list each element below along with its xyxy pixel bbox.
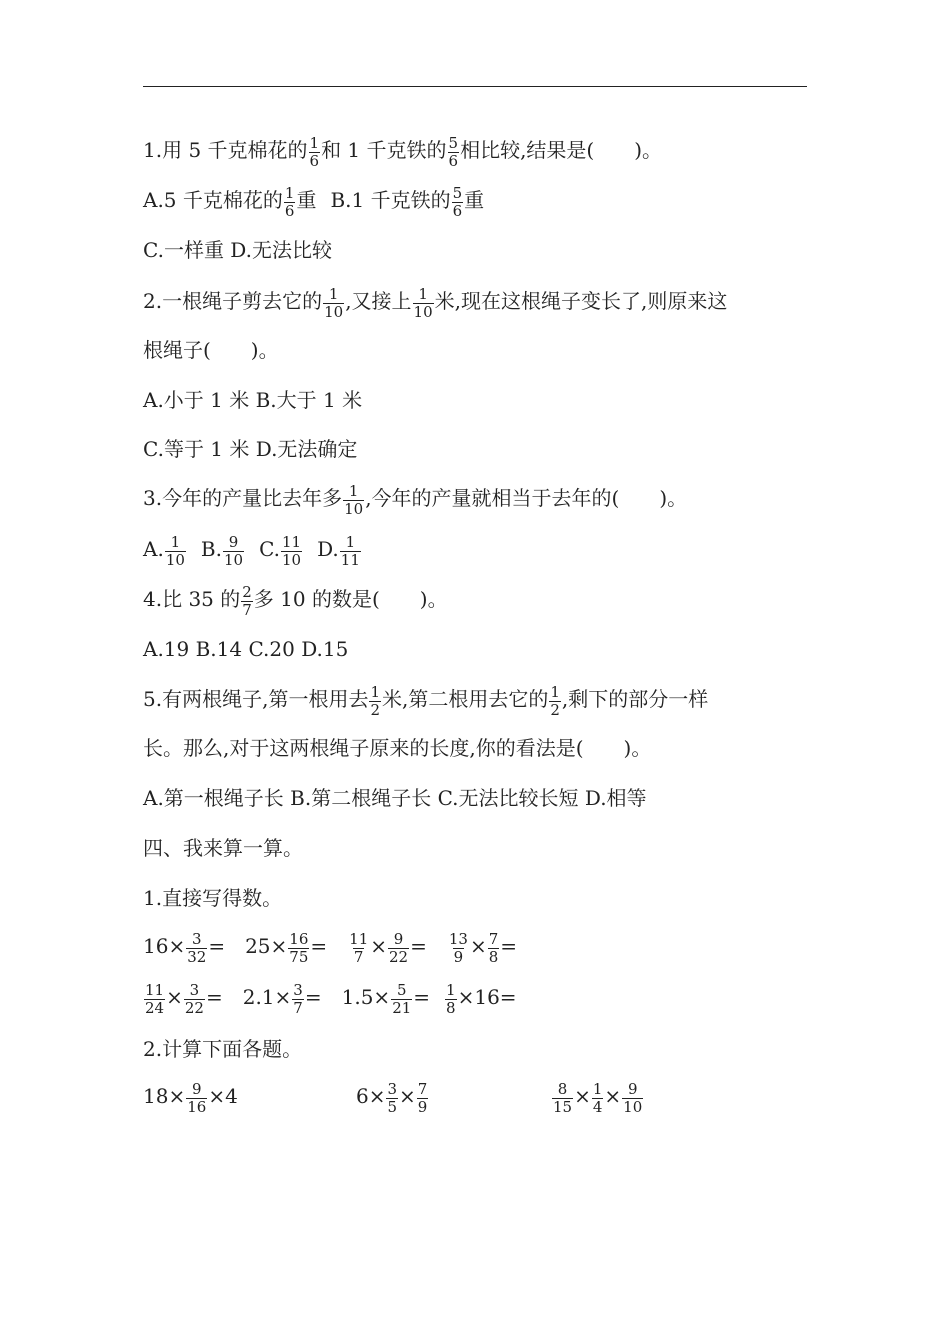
fraction xyxy=(369,684,381,719)
fraction-numerator: 5 xyxy=(448,134,459,152)
fraction xyxy=(340,534,361,569)
text-segment: × xyxy=(469,934,487,958)
fraction-denominator: 8 xyxy=(446,999,456,1017)
fraction-denominator: 10 xyxy=(165,551,185,569)
q3-options xyxy=(143,533,362,568)
subsection-title: 2.计算下面各题。 xyxy=(143,1037,303,1061)
fraction xyxy=(309,135,321,170)
fraction-numerator: 1 xyxy=(345,533,356,551)
fraction-numerator: 3 xyxy=(191,930,202,948)
fraction xyxy=(413,286,434,321)
fraction xyxy=(343,483,364,518)
fraction xyxy=(417,1081,429,1116)
text-segment: 重 xyxy=(296,188,317,212)
fraction-numerator: 3 xyxy=(293,981,303,999)
calc2-item-3 xyxy=(551,1080,644,1115)
fraction-denominator: 22 xyxy=(184,999,204,1017)
fraction-numerator: 1 xyxy=(328,285,339,303)
fraction-numerator: 7 xyxy=(488,930,499,948)
q2-options-cd: C.等于 1 米 D.无法确定 xyxy=(143,437,358,461)
fraction-numerator: 1 xyxy=(370,683,380,701)
text-segment: D. xyxy=(317,537,339,561)
calc-row-1 xyxy=(143,930,517,965)
fraction xyxy=(622,1081,643,1116)
calc2-item-1 xyxy=(143,1080,238,1115)
fraction-numerator: 11 xyxy=(349,930,369,948)
fraction-numerator: 1 xyxy=(309,134,320,152)
fraction-denominator: 10 xyxy=(324,303,344,321)
fraction xyxy=(452,185,464,220)
fraction-denominator: 9 xyxy=(417,1098,428,1116)
text-segment: = xyxy=(310,934,328,958)
text-segment: = xyxy=(205,985,223,1009)
fraction-numerator: 13 xyxy=(448,930,468,948)
text-segment: 2.1× xyxy=(242,985,292,1009)
calc-row-2 xyxy=(143,981,517,1016)
text-segment: 1.用 5 千克棉花的 xyxy=(143,138,308,162)
fraction-denominator: 4 xyxy=(592,1098,603,1116)
fraction xyxy=(391,982,412,1017)
text-segment: 3.今年的产量比去年多 xyxy=(143,486,343,510)
fraction-denominator: 16 xyxy=(187,1098,207,1116)
fraction-denominator: 10 xyxy=(282,551,302,569)
fraction-denominator: 75 xyxy=(289,948,309,966)
fraction-denominator: 10 xyxy=(623,1098,643,1116)
text-segment: 6× xyxy=(356,1084,386,1108)
fraction xyxy=(388,931,409,966)
text-segment: = xyxy=(410,934,427,958)
text-segment: 1.5× xyxy=(341,985,391,1009)
fraction-denominator: 21 xyxy=(392,999,412,1017)
text-segment: 16× xyxy=(143,934,186,958)
fraction-denominator: 2 xyxy=(550,701,560,719)
fraction-numerator: 3 xyxy=(387,1080,398,1098)
text-segment: = xyxy=(500,934,518,958)
text-segment: 5.有两根绳子,第一根用去 xyxy=(143,687,369,711)
fraction xyxy=(448,931,469,966)
fraction xyxy=(488,931,500,966)
fraction-denominator: 8 xyxy=(488,948,499,966)
fraction xyxy=(186,1081,207,1116)
q1-options-ab xyxy=(143,184,484,219)
fraction-denominator: 6 xyxy=(309,152,320,170)
fraction xyxy=(448,135,460,170)
fraction-denominator: 15 xyxy=(553,1098,573,1116)
fraction-numerator: 5 xyxy=(452,184,463,202)
text-segment: B. xyxy=(200,537,222,561)
fraction xyxy=(184,982,205,1017)
text-segment: 米,现在这根绳子变长了,则原来这 xyxy=(434,289,728,313)
text-segment: × xyxy=(166,985,183,1009)
text-segment: = xyxy=(208,934,226,958)
fraction-numerator: 1 xyxy=(550,683,560,701)
text-segment: × xyxy=(399,1084,416,1108)
fraction-numerator: 1 xyxy=(446,981,456,999)
fraction xyxy=(292,982,304,1017)
section-title: 四、我来算一算。 xyxy=(143,836,303,860)
text-segment: 相比较,结果是( )。 xyxy=(460,138,663,162)
fraction xyxy=(186,931,207,966)
fraction-denominator: 7 xyxy=(242,601,252,619)
fraction-numerator: 1 xyxy=(592,1080,603,1098)
header-rule xyxy=(143,86,807,87)
text-segment: × xyxy=(370,934,388,958)
text-segment: A.5 千克棉花的 xyxy=(143,188,283,212)
fraction xyxy=(552,1081,573,1116)
fraction-denominator: 24 xyxy=(145,999,165,1017)
fraction xyxy=(348,931,369,966)
calc2-item-2 xyxy=(356,1080,429,1115)
fraction xyxy=(223,534,244,569)
fraction xyxy=(284,185,296,220)
text-segment: A. xyxy=(143,537,164,561)
fraction-numerator: 2 xyxy=(242,583,252,601)
fraction xyxy=(165,534,186,569)
fraction-denominator: 10 xyxy=(344,500,364,518)
fraction-denominator: 11 xyxy=(340,551,360,569)
fraction-denominator: 6 xyxy=(452,202,463,220)
fraction-numerator: 9 xyxy=(627,1080,638,1098)
fraction-numerator: 7 xyxy=(417,1080,428,1098)
fraction-denominator: 10 xyxy=(413,303,433,321)
fraction-numerator: 5 xyxy=(396,981,407,999)
fraction-numerator: 16 xyxy=(289,930,309,948)
fraction-denominator: 7 xyxy=(353,948,364,966)
fraction xyxy=(592,1081,604,1116)
fraction xyxy=(241,584,253,619)
text-segment: × xyxy=(574,1084,591,1108)
text-segment: 米,第二根用去它的 xyxy=(382,687,549,711)
fraction-numerator: 9 xyxy=(393,930,404,948)
q1-stem xyxy=(143,134,662,169)
fraction xyxy=(323,286,344,321)
text-segment: B.1 千克铁的 xyxy=(330,188,451,212)
q1-options-cd: C.一样重 D.无法比较 xyxy=(143,238,332,262)
fraction-numerator: 11 xyxy=(282,533,302,551)
q2-stem-cont: 根绳子( )。 xyxy=(143,338,279,362)
text-segment: 4.比 35 的 xyxy=(143,587,241,611)
fraction-numerator: 8 xyxy=(557,1080,568,1098)
text-segment: = xyxy=(413,985,431,1009)
text-segment: ,今年的产量就相当于去年的( )。 xyxy=(365,486,688,510)
fraction-denominator: 22 xyxy=(389,948,409,966)
fraction-numerator: 1 xyxy=(348,482,359,500)
text-segment: 18× xyxy=(143,1084,186,1108)
q4-stem xyxy=(143,583,448,618)
fraction-numerator: 3 xyxy=(189,981,200,999)
text-segment: 多 10 的数是( )。 xyxy=(253,587,448,611)
q5-stem xyxy=(143,683,708,718)
q2-options-ab: A.小于 1 米 B.大于 1 米 xyxy=(143,388,363,412)
text-segment: ,又接上 xyxy=(345,289,412,313)
fraction-numerator: 1 xyxy=(284,184,295,202)
text-segment: ,剩下的部分一样 xyxy=(561,687,709,711)
q5-options: A.第一根绳子长 B.第二根绳子长 C.无法比较长短 D.相等 xyxy=(143,786,647,810)
text-segment: C. xyxy=(259,537,281,561)
q3-stem xyxy=(143,482,687,517)
q2-stem xyxy=(143,285,727,320)
fraction-denominator: 6 xyxy=(448,152,459,170)
text-segment: = xyxy=(304,985,322,1009)
fraction xyxy=(281,534,302,569)
fraction xyxy=(144,982,165,1017)
subsection-title: 1.直接写得数。 xyxy=(143,886,283,910)
fraction-denominator: 6 xyxy=(284,202,295,220)
fraction xyxy=(386,1081,398,1116)
fraction-denominator: 9 xyxy=(453,948,464,966)
fraction-numerator: 1 xyxy=(418,285,428,303)
text-segment: 2.一根绳子剪去它的 xyxy=(143,289,323,313)
q5-stem-cont: 长。那么,对于这两根绳子原来的长度,你的看法是( )。 xyxy=(143,736,652,760)
fraction xyxy=(445,982,457,1017)
text-segment: ×16= xyxy=(457,985,517,1009)
fraction-numerator: 11 xyxy=(145,981,165,999)
text-segment: 25× xyxy=(245,934,288,958)
text-segment: 重 xyxy=(464,188,485,212)
q4-options: A.19 B.14 C.20 D.15 xyxy=(143,637,349,661)
fraction-denominator: 5 xyxy=(387,1098,398,1116)
text-segment: × xyxy=(604,1084,622,1108)
text-segment: ×4 xyxy=(208,1084,238,1108)
text-segment: 和 1 千克铁的 xyxy=(321,138,447,162)
fraction xyxy=(549,684,561,719)
fraction-denominator: 2 xyxy=(370,701,380,719)
fraction-numerator: 9 xyxy=(228,533,239,551)
fraction-denominator: 7 xyxy=(293,999,303,1017)
fraction-numerator: 9 xyxy=(191,1080,202,1098)
fraction-denominator: 10 xyxy=(223,551,244,569)
fraction xyxy=(288,931,309,966)
fraction-denominator: 32 xyxy=(187,948,207,966)
fraction-numerator: 1 xyxy=(170,533,181,551)
